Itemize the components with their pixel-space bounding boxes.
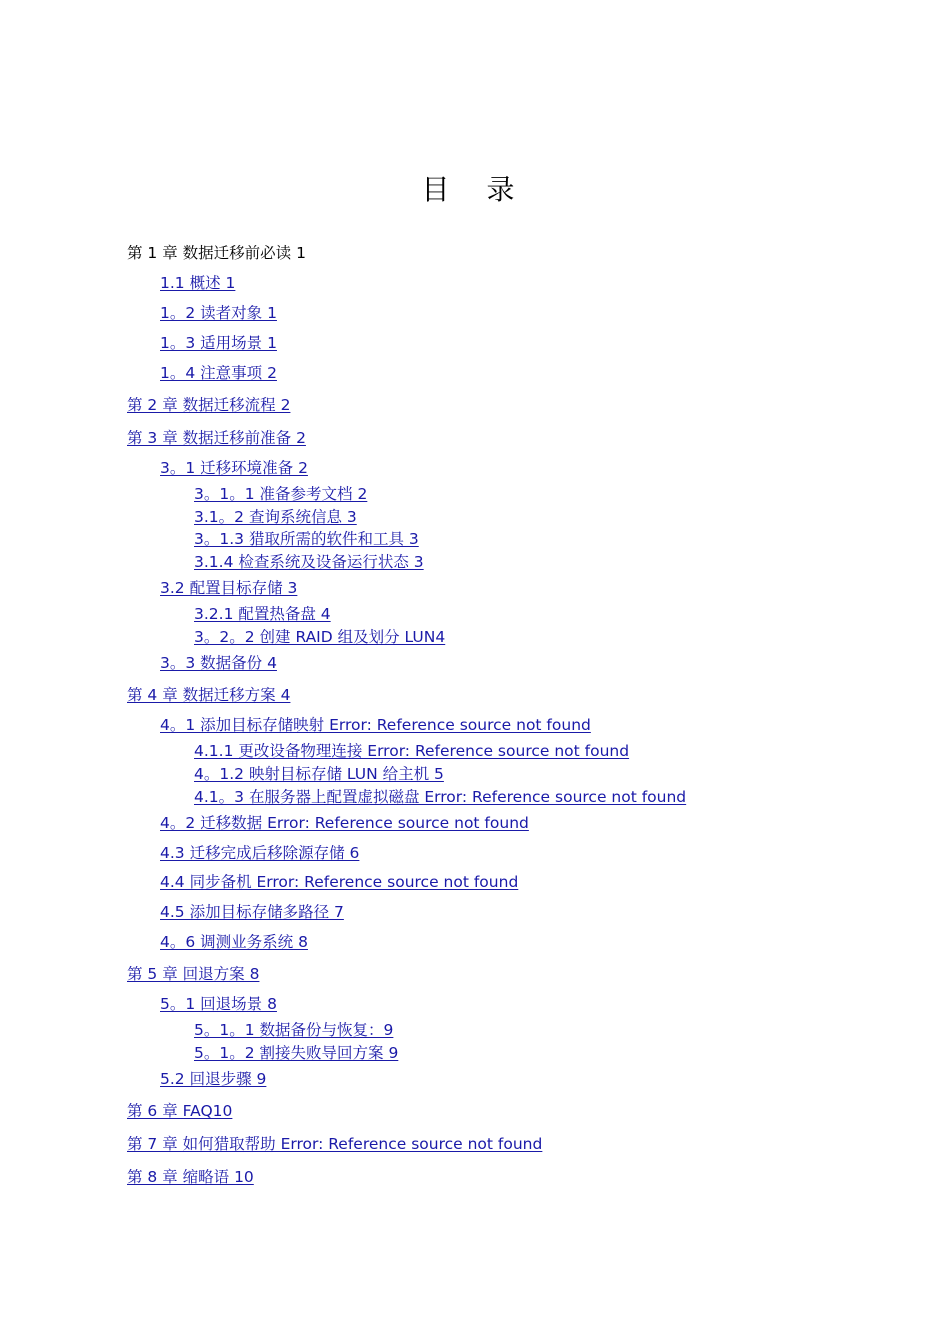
toc-entry-5-1[interactable]: 5。1 回退场景 8 bbox=[160, 995, 277, 1013]
toc-entry-4-4[interactable]: 4.4 同步备机 Error: Reference source not found bbox=[160, 873, 519, 891]
toc-entry-4-1-3[interactable]: 4.1。3 在服务器上配置虚拟磁盘 Error: Reference source not found bbox=[194, 788, 687, 806]
toc-entry-4-2[interactable]: 4。2 迁移数据 Error: Reference source not found bbox=[160, 814, 529, 832]
page-title: 目 录 bbox=[421, 173, 529, 206]
toc-entry-3-1-1[interactable]: 3。1。1 准备参考文档 2 bbox=[194, 485, 368, 503]
toc-entry-1-2[interactable]: 1。2 读者对象 1 bbox=[160, 304, 277, 322]
toc-entry-3-1-3[interactable]: 3。1.3 猎取所需的软件和工具 3 bbox=[194, 530, 419, 548]
toc-entry-ch7[interactable]: 第 7 章 如何猎取帮助 Error: Reference source not found bbox=[127, 1135, 543, 1153]
toc-entry-ch5[interactable]: 第 5 章 回退方案 8 bbox=[127, 965, 260, 983]
toc-entry-ch1: 第 1 章 数据迁移前必读 1 bbox=[127, 244, 306, 262]
toc-entry-4-1-1[interactable]: 4.1.1 更改设备物理连接 Error: Reference source not found bbox=[194, 742, 630, 760]
toc-entry-3-1[interactable]: 3。1 迁移环境准备 2 bbox=[160, 459, 308, 477]
toc-entry-4-1-2[interactable]: 4。1.2 映射目标存储 LUN 给主机 5 bbox=[194, 765, 444, 783]
toc-entry-ch2[interactable]: 第 2 章 数据迁移流程 2 bbox=[127, 396, 291, 414]
toc-entry-4-1[interactable]: 4。1 添加目标存储映射 Error: Reference source not found bbox=[160, 716, 591, 734]
toc-entry-3-1-2[interactable]: 3.1。2 查询系统信息 3 bbox=[194, 508, 357, 526]
toc-entry-4-6[interactable]: 4。6 调测业务系统 8 bbox=[160, 933, 308, 951]
toc-entry-3-2-2[interactable]: 3。2。2 创建 RAID 组及划分 LUN4 bbox=[194, 628, 446, 646]
toc-entry-4-3[interactable]: 4.3 迁移完成后移除源存储 6 bbox=[160, 844, 360, 862]
toc-entry-1-3[interactable]: 1。3 适用场景 1 bbox=[160, 334, 277, 352]
toc-entry-5-1-2[interactable]: 5。1。2 割接失败导回方案 9 bbox=[194, 1044, 399, 1062]
toc-entry-3-1-4[interactable]: 3.1.4 检查系统及设备运行状态 3 bbox=[194, 553, 424, 571]
toc-entry-4-5[interactable]: 4.5 添加目标存储多路径 7 bbox=[160, 903, 344, 921]
toc-entry-ch6[interactable]: 第 6 章 FAQ10 bbox=[127, 1102, 233, 1120]
toc-entry-ch4[interactable]: 第 4 章 数据迁移方案 4 bbox=[127, 686, 291, 704]
toc-entry-5-1-1[interactable]: 5。1。1 数据备份与恢复：9 bbox=[194, 1021, 394, 1039]
toc-entry-ch3[interactable]: 第 3 章 数据迁移前准备 2 bbox=[127, 429, 306, 447]
toc-entry-ch8[interactable]: 第 8 章 缩略语 10 bbox=[127, 1168, 254, 1186]
toc-entry-3-3[interactable]: 3。3 数据备份 4 bbox=[160, 654, 277, 672]
toc-entry-5-2[interactable]: 5.2 回退步骤 9 bbox=[160, 1070, 267, 1088]
toc-entry-3-2-1[interactable]: 3.2.1 配置热备盘 4 bbox=[194, 605, 331, 623]
toc-entry-1-4[interactable]: 1。4 注意事项 2 bbox=[160, 364, 277, 382]
toc-entry-3-2[interactable]: 3.2 配置目标存储 3 bbox=[160, 579, 298, 597]
toc-entry-1-1[interactable]: 1.1 概述 1 bbox=[160, 274, 236, 292]
